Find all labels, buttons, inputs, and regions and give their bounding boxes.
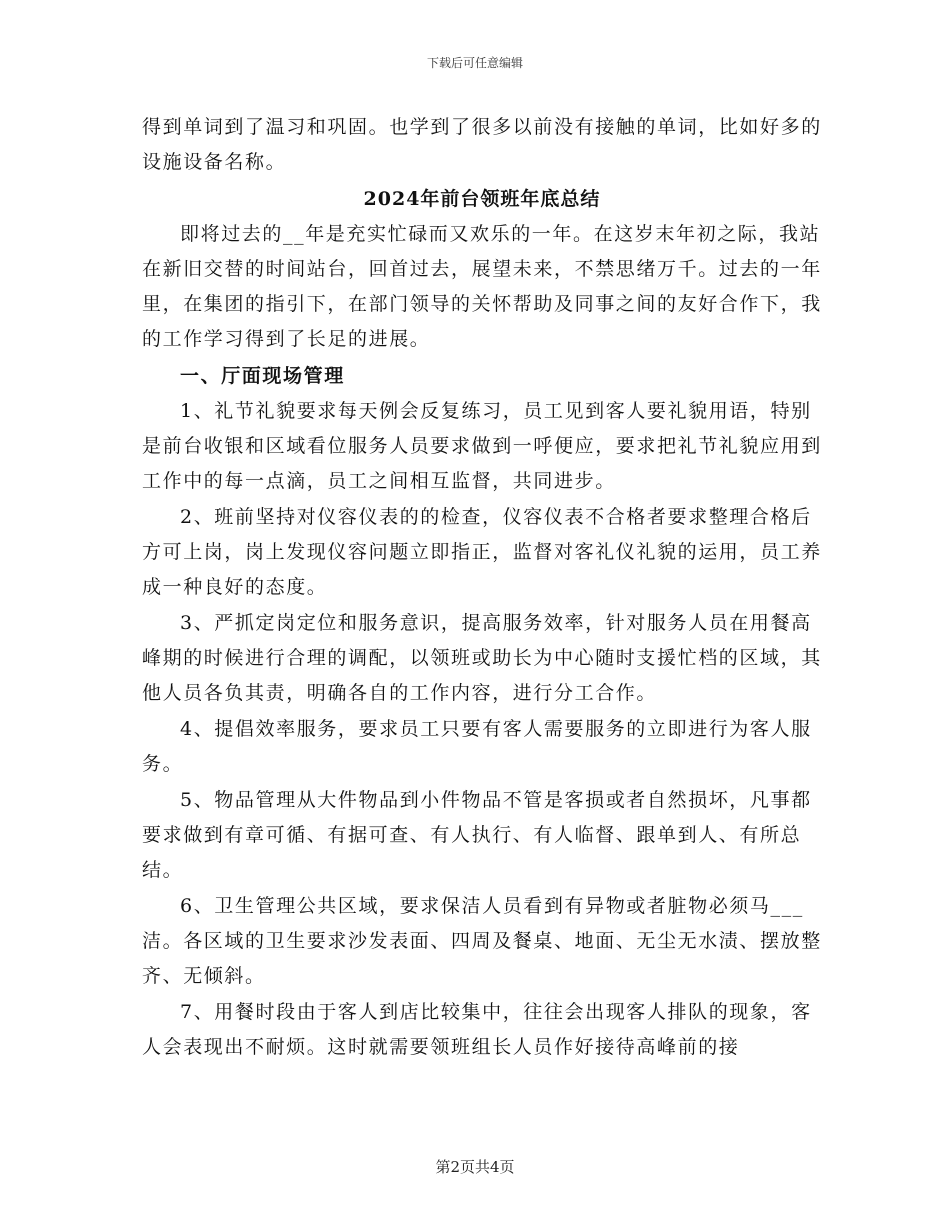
section-heading: 一、厅面现场管理 — [180, 365, 345, 387]
continuation-paragraph: 得到单词到了温习和巩固。也学到了很多以前没有接触的单词，比如好多的设施设备名称。 — [142, 116, 822, 173]
list-item-3: 3、严抓定岗定位和服务意识，提高服务效率，针对服务人员在用餐高峰期的时候进行合理的调配，以领班或助长为中心随时支援忙档的区域，其他人员各负其责，明确各自的工作内容，进行分工合作。 — [142, 612, 822, 704]
list-item-7: 7、用餐时段由于客人到店比较集中，往往会出现客人排队的现象，客人会表现出不耐烦。这时就需要领班组长人员作好接待高峰前的接 — [142, 1001, 812, 1058]
list-item-4: 4、提倡效率服务，要求员工只要有客人需要服务的立即进行为客人服务。 — [142, 718, 812, 775]
page-header-note: 下载后可任意编辑 — [426, 56, 523, 70]
page-number: 第2页共4页 — [435, 1158, 515, 1176]
list-item-1: 1、礼节礼貌要求每天例会反复练习，员工见到客人要礼貌用语，特别是前台收银和区域看位服务人员要求做到一呼便应，要求把礼节礼貌应用到工作中的每一点滴，员工之间相互监督，共同进步。 — [142, 400, 822, 492]
list-item-6: 6、卫生管理公共区域，要求保洁人员看到有异物或者脏物必须马___洁。各区域的卫生要求沙发表面、四周及餐桌、地面、无尘无水渍、摆放整齐、无倾斜。 — [142, 895, 822, 987]
document-body — [142, 110, 822, 1066]
document-title: 2024年前台领班年底总结 — [363, 188, 601, 210]
list-item-5: 5、物品管理从大件物品到小件物品不管是客损或者自然损坏，凡事都要求做到有章可循、有据可查、有人执行、有人临督、跟单到人、有所总结。 — [142, 789, 812, 881]
list-item-2: 2、班前坚持对仪容仪表的的检查，仪容仪表不合格者要求整理合格后方可上岗，岗上发现仪容问题立即指正，监督对客礼仪礼貌的运用，员工养成一种良好的态度。 — [142, 506, 822, 598]
intro-paragraph: 即将过去的__年是充实忙碌而又欢乐的一年。在这岁末年初之际，我站在新旧交替的时间站台，回首过去，展望未来，不禁思绪万千。过去的一年里，在集团的指引下，在部门领导的关怀帮助及同事之间的友好合作下，我的工作学习得到了长足的进展。 — [142, 223, 822, 350]
